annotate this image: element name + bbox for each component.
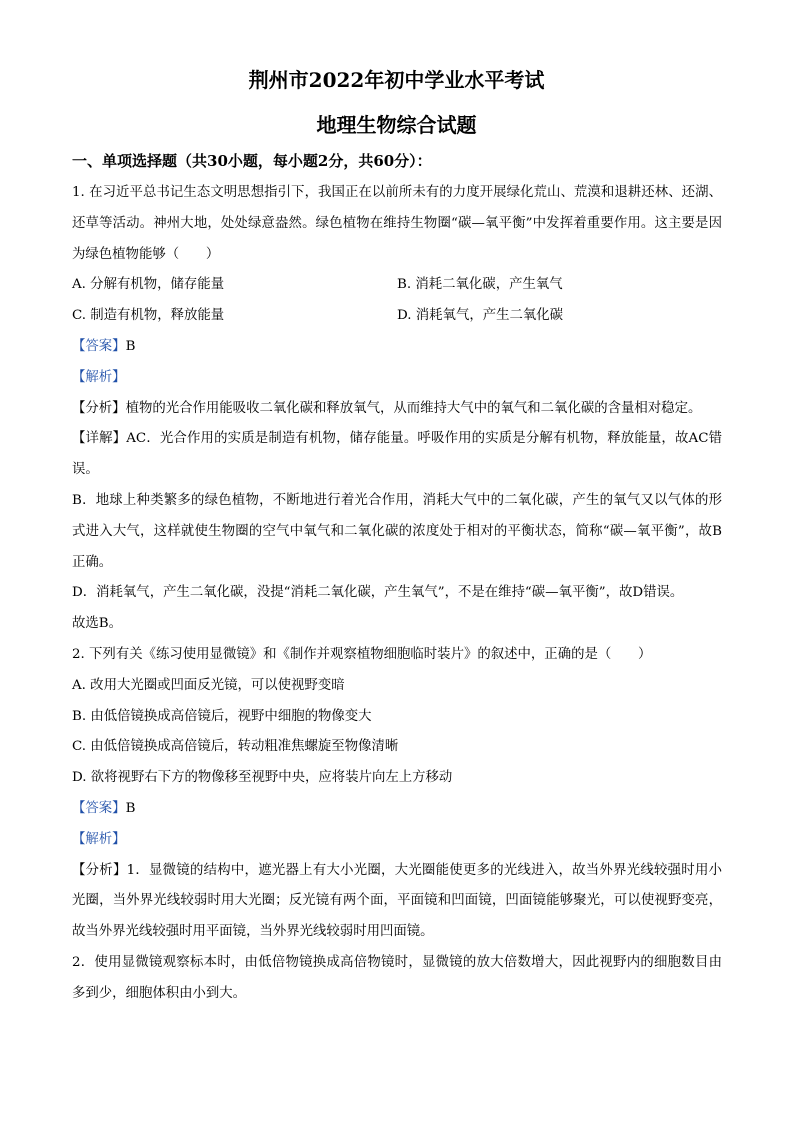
q1-analysis	[72, 363, 722, 394]
q2-option-b: B. 由低倍镜换成高倍镜后，视野中细胞的物像变大	[72, 708, 372, 724]
section-heading: 一、单项选择题（共30小题，每小题2分，共60分）：	[72, 152, 432, 170]
q1-b-explanation: B．地球上种类繁多的绿色植物，不断地进行着光合作用，消耗大气中的二氧化碳，产生的氧气又以气体的形式进入大气，这样就使生物圈的空气中氧气和二氧化碳的浓度处于相对的平衡状态，简称“碳—氧平衡”，故B正确。	[72, 492, 722, 570]
q1-detail-text: AC．光合作用的实质是制造有机物，储存能量。呼吸作用的实质是分解有机物，释放能量，故AC错误。	[72, 431, 722, 478]
q2-fenxi	[72, 856, 722, 948]
q1-d-explanation: D．消耗氧气，产生二氧化碳，没提“消耗二氧化碳，产生氧气”，不是在维持“碳—氧平衡”，故D错误。	[72, 585, 684, 601]
document-subtitle: 地理生物综合试题	[316, 113, 477, 137]
question-1-stem: 1. 在习近平总书记生态文明思想指引下，我国正在以前所未有的力度开展绿化荒山、荒漠和退耕还林、还湖、还草等活动。神州大地，处处绿意盎然。绿色植物在维持生物圈“碳—氧平衡”中发挥着重要作用。这主要是因为绿色植物能够（ ）	[72, 185, 722, 262]
q1-fenxi-text: 植物的光合作用能吸收二氧化碳和释放氧气，从而维持大气中的氧气和二氧化碳的含量相对稳定。	[125, 400, 702, 416]
q2-option-d: D. 欲将视野右下方的物像移至视野中央，应将装片向左上方移动	[72, 770, 453, 786]
document-title: 荆州市2022年初中学业水平考试	[248, 68, 545, 92]
question-1-options	[72, 270, 722, 332]
q1-answer-value: B	[125, 338, 136, 354]
q2-answer	[72, 794, 722, 825]
q2-answer-tag: 【答案】	[72, 800, 126, 816]
q1-conclusion: 故选B。	[72, 616, 123, 632]
q1-option-b: B. 消耗二氧化碳，产生氧气	[397, 277, 563, 293]
q2-option-c: C. 由低倍镜换成高倍镜后，转动粗准焦螺旋至物像清晰	[72, 739, 399, 755]
q2-analysis-tag: 【解析】	[72, 831, 126, 847]
q1-fenxi-tag: 【分析】	[72, 400, 126, 416]
q1-analysis-tag: 【解析】	[72, 369, 126, 385]
q2-option-a: A. 改用大光圈或凹面反光镜，可以使视野变暗	[72, 677, 345, 693]
q1-detail-tag: 【详解】	[72, 431, 127, 447]
q2-analysis	[72, 825, 722, 856]
q1-detail	[72, 424, 722, 486]
q2-point-2: 2．使用显微镜观察标本时，由低倍物镜换成高倍物镜时，显微镜的放大倍数增大，因此视野内的细胞数目由多到少，细胞体积由小到大。	[72, 954, 722, 1001]
q2-fenxi-text: 1．显微镜的结构中，遮光器上有大小光圈，大光圈能使更多的光线进入，故当外界光线较强时用小光圈，当外界光线较弱时用大光圈；反光镜有两个面，平面镜和凹面镜，凹面镜能够聚光，可以使视野变亮，故当外界光线较强时用平面镜，当外界光线较弱时用凹面镜。	[72, 862, 722, 940]
q1-fenxi	[72, 394, 722, 425]
document-body	[72, 178, 722, 1010]
q1-answer-tag: 【答案】	[72, 338, 126, 354]
q2-answer-value: B	[125, 800, 136, 816]
q1-option-d: D. 消耗氧气，产生二氧化碳	[397, 308, 564, 324]
q2-fenxi-tag: 【分析】	[72, 862, 127, 878]
question-2-stem: 2. 下列有关《练习使用显微镜》和《制作并观察植物细胞临时装片》的叙述中，正确的是（ ）	[72, 646, 652, 662]
q1-answer	[72, 332, 722, 363]
q1-option-c: C. 制造有机物，释放能量	[72, 308, 225, 324]
q1-option-a: A. 分解有机物，储存能量	[72, 277, 225, 293]
